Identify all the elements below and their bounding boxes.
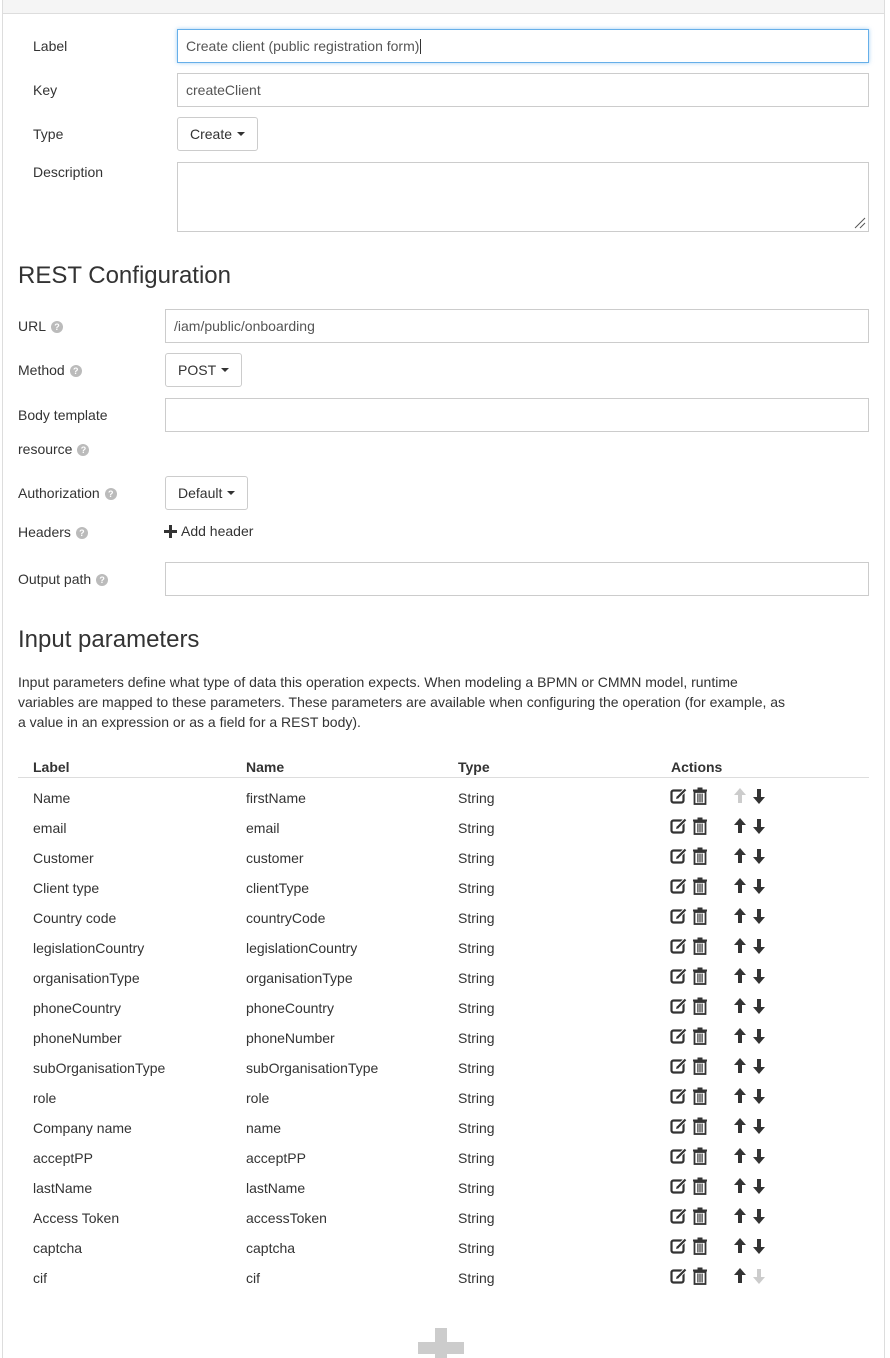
table-row [18, 813, 869, 843]
table-row [18, 1263, 869, 1293]
edit-icon[interactable] [670, 847, 688, 865]
param-label: Name [33, 790, 71, 806]
param-name: cif [246, 1270, 260, 1286]
arrow-up-icon[interactable] [733, 937, 751, 955]
arrow-up-icon [733, 787, 751, 805]
headers-field-label [18, 524, 88, 540]
table-row [18, 1113, 869, 1143]
param-type: String [458, 1000, 495, 1016]
table-row [18, 1083, 869, 1113]
help-icon[interactable]: ? [70, 365, 82, 377]
table-row [18, 1173, 869, 1203]
param-type: String [458, 850, 495, 866]
param-label: role [33, 1090, 57, 1106]
arrow-up-icon[interactable] [733, 1237, 751, 1255]
param-name: organisationType [246, 970, 353, 986]
caret-down-icon [221, 368, 229, 372]
arrow-up-icon[interactable] [733, 997, 751, 1015]
edit-icon[interactable] [670, 817, 688, 835]
arrow-up-icon[interactable] [733, 817, 751, 835]
param-name: firstName [246, 790, 306, 806]
arrow-down-icon[interactable] [752, 817, 770, 835]
arrow-down-icon[interactable] [752, 1087, 770, 1105]
output-path-input[interactable] [165, 562, 869, 596]
arrow-down-icon[interactable] [752, 1117, 770, 1135]
trash-icon[interactable] [691, 1117, 709, 1135]
output-path-field-label [18, 571, 108, 587]
resize-grip-icon[interactable] [854, 217, 866, 229]
arrow-down-icon[interactable] [752, 1057, 770, 1075]
arrow-up-icon[interactable] [733, 847, 751, 865]
arrow-down-icon[interactable] [752, 967, 770, 985]
param-type: String [458, 1150, 495, 1166]
param-label: captcha [33, 1240, 83, 1256]
help-icon[interactable]: ? [77, 444, 89, 456]
rest-config-title: REST Configuration [18, 262, 231, 289]
param-label: Customer [33, 850, 94, 866]
authorization-dropdown-value: Default [178, 485, 223, 501]
edit-icon[interactable] [670, 1117, 688, 1135]
table-row [18, 873, 869, 903]
authorization-dropdown[interactable] [165, 476, 248, 510]
url-label-text: URL [18, 318, 47, 334]
arrow-down-icon[interactable] [752, 1177, 770, 1195]
param-name: acceptPP [246, 1150, 306, 1166]
edit-icon[interactable] [670, 967, 688, 985]
edit-icon[interactable] [670, 907, 688, 925]
param-label: subOrganisationType [33, 1060, 166, 1076]
param-label: legislationCountry [33, 940, 145, 956]
edit-icon[interactable] [670, 1207, 688, 1225]
arrow-up-icon[interactable] [733, 1267, 751, 1285]
edit-icon[interactable] [670, 937, 688, 955]
arrow-up-icon[interactable] [733, 1057, 751, 1075]
arrow-up-icon[interactable] [733, 1027, 751, 1045]
edit-icon[interactable] [670, 1147, 688, 1165]
arrow-down-icon[interactable] [752, 1147, 770, 1165]
url-field-label [18, 318, 63, 334]
table-row [18, 933, 869, 963]
param-type: String [458, 910, 495, 926]
param-label: Country code [33, 910, 117, 926]
param-name: customer [246, 850, 304, 866]
table-row [18, 963, 869, 993]
param-label: email [33, 820, 67, 836]
param-type: String [458, 1120, 495, 1136]
arrow-up-icon[interactable] [733, 967, 751, 985]
column-header-name: Name [246, 759, 285, 775]
key-input-value: createClient [186, 82, 261, 98]
type-dropdown-value: Create [190, 126, 233, 142]
column-header-type: Type [458, 759, 490, 775]
body-template-input[interactable] [165, 398, 869, 432]
add-header-button[interactable] [164, 523, 253, 539]
trash-icon[interactable] [691, 787, 709, 805]
trash-icon[interactable] [691, 817, 709, 835]
param-name: captcha [246, 1240, 296, 1256]
key-input[interactable] [177, 73, 869, 107]
param-label: organisationType [33, 970, 140, 986]
edit-icon[interactable] [670, 877, 688, 895]
body-template-label-line2 [18, 441, 89, 457]
trash-icon[interactable] [691, 937, 709, 955]
parameters-table-header [18, 757, 869, 778]
param-name: name [246, 1120, 282, 1136]
label-input-value: Create client (public registration form) [186, 38, 420, 54]
edit-icon[interactable] [670, 1237, 688, 1255]
label-input[interactable] [177, 29, 869, 63]
param-label: lastName [33, 1180, 93, 1196]
edit-icon[interactable] [670, 1087, 688, 1105]
description-textarea[interactable] [177, 162, 869, 232]
trash-icon[interactable] [691, 907, 709, 925]
param-name: countryCode [246, 910, 326, 926]
param-type: String [458, 1060, 495, 1076]
arrow-down-icon[interactable] [752, 1237, 770, 1255]
type-dropdown[interactable] [177, 117, 258, 151]
param-label: phoneNumber [33, 1030, 122, 1046]
arrow-up-icon[interactable] [733, 1177, 751, 1195]
caret-down-icon [227, 491, 235, 495]
param-label: acceptPP [33, 1150, 93, 1166]
method-label-text: Method [18, 362, 65, 378]
param-type: String [458, 970, 495, 986]
table-row [18, 1233, 869, 1263]
edit-icon[interactable] [670, 1057, 688, 1075]
headers-label-text: Headers [18, 524, 71, 540]
table-row [18, 993, 869, 1023]
arrow-down-icon[interactable] [752, 847, 770, 865]
body-template-label-text: resource [18, 441, 73, 457]
table-row [18, 1143, 869, 1173]
param-name: accessToken [246, 1210, 327, 1226]
trash-icon[interactable] [691, 847, 709, 865]
column-header-actions: Actions [671, 759, 723, 775]
edit-icon[interactable] [670, 787, 688, 805]
arrow-down-icon[interactable] [752, 1027, 770, 1045]
add-parameter-plus-icon[interactable] [418, 1328, 464, 1358]
body-template-label-line1: Body template [18, 407, 108, 423]
edit-icon[interactable] [670, 1177, 688, 1195]
param-name: legislationCountry [246, 940, 358, 956]
trash-icon[interactable] [691, 1147, 709, 1165]
authorization-label-text: Authorization [18, 485, 100, 501]
param-name: lastName [246, 1180, 306, 1196]
arrow-up-icon[interactable] [733, 1087, 751, 1105]
method-field-label [18, 362, 82, 378]
key-field-label: Key [33, 82, 58, 98]
trash-icon[interactable] [691, 877, 709, 895]
plus-icon [164, 525, 177, 538]
trash-icon[interactable] [691, 1027, 709, 1045]
type-field-label: Type [33, 126, 64, 142]
add-header-label: Add header [181, 523, 254, 539]
arrow-down-icon[interactable] [752, 1207, 770, 1225]
arrow-down-icon[interactable] [752, 937, 770, 955]
arrow-down-icon[interactable] [752, 877, 770, 895]
arrow-up-icon[interactable] [733, 877, 751, 895]
param-type: String [458, 1180, 495, 1196]
edit-icon[interactable] [670, 1267, 688, 1285]
param-name: clientType [246, 880, 310, 896]
input-parameters-description: Input parameters define what type of data this operation expects. When modeling a BPMN or CMMN model, runtime variables are mapped to these parameters. These parameters are available when configuring the operation (for example, as a value in an expression or as a field for a REST body). [18, 674, 786, 730]
help-icon[interactable]: ? [96, 574, 108, 586]
trash-icon[interactable] [691, 1087, 709, 1105]
input-parameters-title: Input parameters [18, 626, 200, 653]
param-name: phoneNumber [246, 1030, 335, 1046]
param-label: Access Token [33, 1210, 120, 1226]
arrow-up-icon[interactable] [733, 907, 751, 925]
trash-icon[interactable] [691, 1267, 709, 1285]
authorization-field-label [18, 485, 117, 501]
text-cursor [420, 39, 421, 54]
edit-icon[interactable] [670, 997, 688, 1015]
method-dropdown[interactable] [165, 353, 242, 387]
param-name: phoneCountry [246, 1000, 334, 1016]
trash-icon[interactable] [691, 997, 709, 1015]
trash-icon[interactable] [691, 1207, 709, 1225]
description-field-label: Description [33, 164, 104, 180]
trash-icon[interactable] [691, 1237, 709, 1255]
param-label: phoneCountry [33, 1000, 121, 1016]
param-type: String [458, 790, 495, 806]
edit-icon[interactable] [670, 1027, 688, 1045]
help-icon[interactable]: ? [51, 321, 63, 333]
arrow-down-icon[interactable] [752, 907, 770, 925]
param-name: email [246, 820, 280, 836]
caret-down-icon [237, 132, 245, 136]
trash-icon[interactable] [691, 1177, 709, 1195]
table-row [18, 1203, 869, 1233]
param-type: String [458, 1090, 495, 1106]
table-row [18, 1053, 869, 1083]
url-input[interactable] [165, 309, 869, 343]
table-row [18, 1023, 869, 1053]
param-type: String [458, 940, 495, 956]
url-input-value: /iam/public/onboarding [174, 318, 315, 334]
arrow-up-icon[interactable] [733, 1117, 751, 1135]
param-label: Client type [33, 880, 100, 896]
arrow-down-icon [752, 1267, 770, 1285]
arrow-down-icon[interactable] [752, 997, 770, 1015]
trash-icon[interactable] [691, 1057, 709, 1075]
help-icon[interactable]: ? [76, 527, 88, 539]
param-type: String [458, 880, 495, 896]
help-icon[interactable]: ? [105, 488, 117, 500]
label-field-label: Label [33, 38, 68, 54]
table-row [18, 843, 869, 873]
param-label: cif [33, 1270, 47, 1286]
arrow-up-icon[interactable] [733, 1207, 751, 1225]
table-row [18, 783, 869, 813]
output-path-label-text: Output path [18, 571, 92, 587]
table-row [18, 903, 869, 933]
column-header-label: Label [33, 759, 70, 775]
param-type: String [458, 1270, 495, 1286]
param-type: String [458, 1210, 495, 1226]
arrow-up-icon[interactable] [733, 1147, 751, 1165]
param-name: subOrganisationType [246, 1060, 379, 1076]
arrow-down-icon[interactable] [752, 787, 770, 805]
param-type: String [458, 820, 495, 836]
param-type: String [458, 1240, 495, 1256]
trash-icon[interactable] [691, 967, 709, 985]
param-label: Company name [33, 1120, 132, 1136]
method-dropdown-value: POST [178, 362, 217, 378]
param-name: role [246, 1090, 270, 1106]
param-type: String [458, 1030, 495, 1046]
